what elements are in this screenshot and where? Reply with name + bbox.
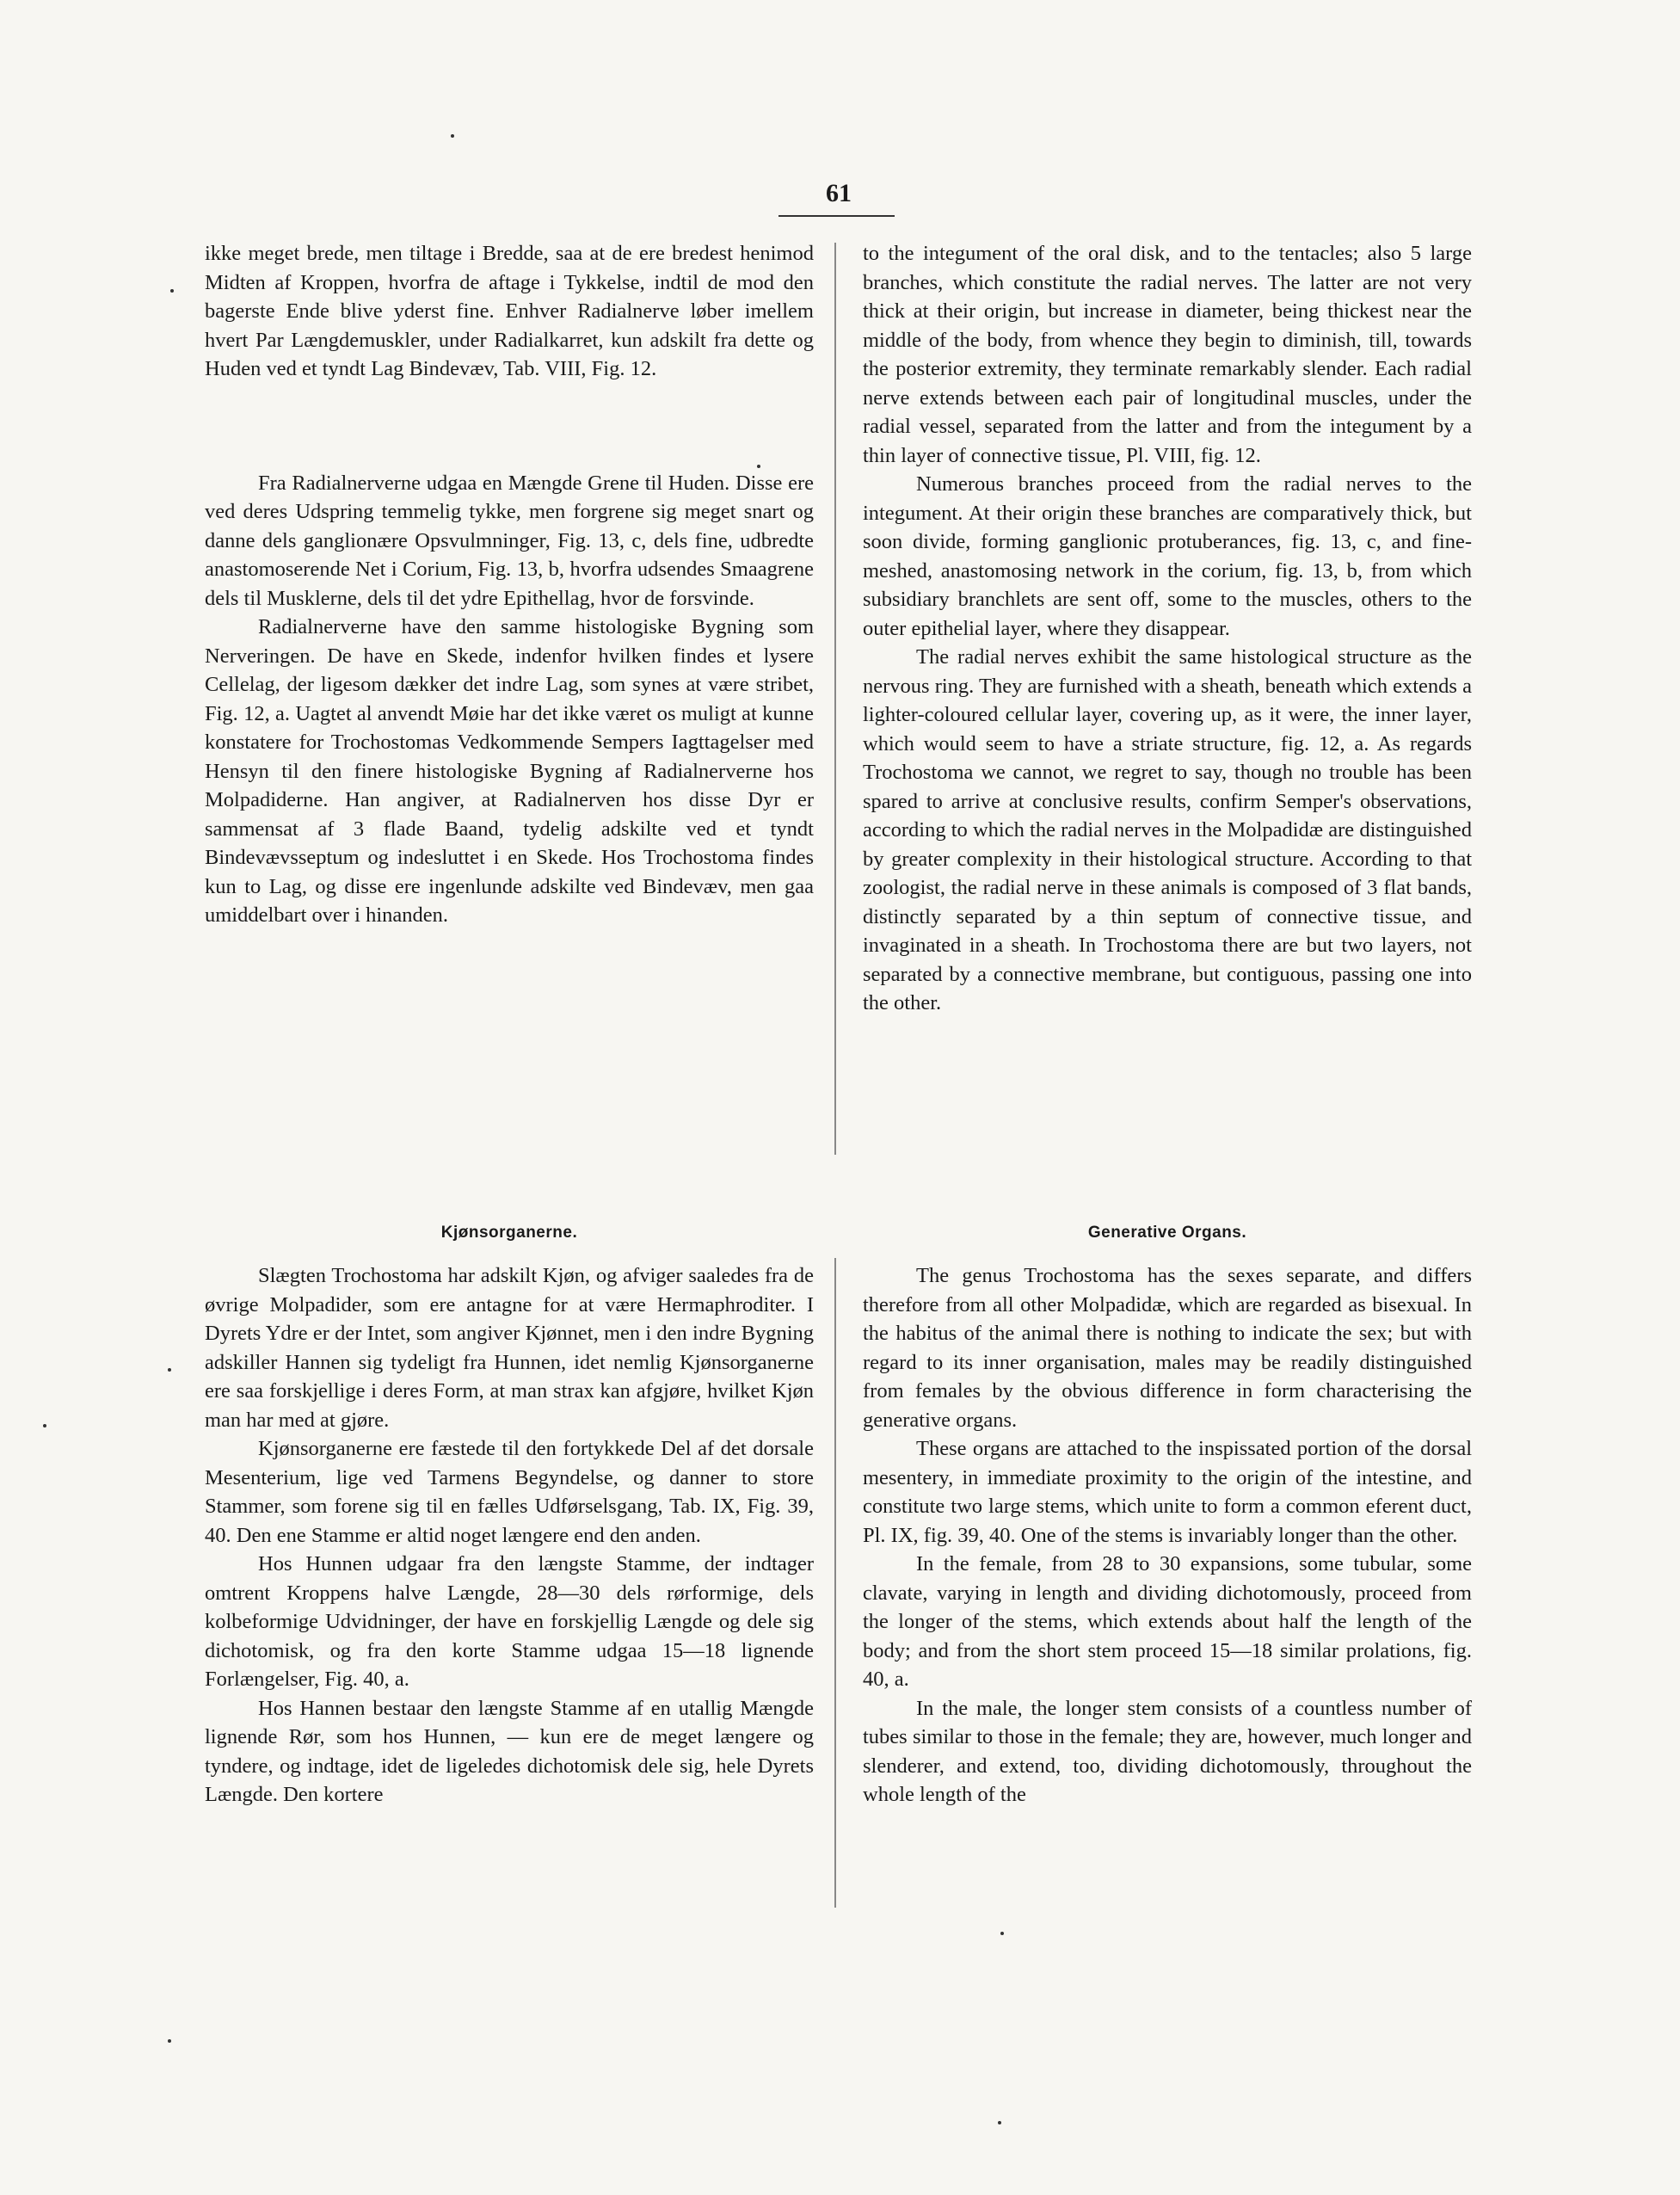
section-heading-right: Generative Organs. bbox=[1087, 1224, 1247, 1242]
paragraph: Radialnerverne have den samme histologiske Bygning som Nerveringen. De have en Skede, indenfor hvilken findes et lysere Cellelag, der ligesom dækker det indre Lag, som synes at være stribet, Fig. 12, a. Uagtet al anvendt Møie har det ikke været os muligt at kunne konstatere for Trochostomas Vedkommende Sempers Iagttagelser med Hensyn til den finere histologiske Bygning af Radialnerverne hos Molpadiderne. Han angiver, at Radialnerven hos disse Dyr er sammensat af 3 flade Baand, tydelig adskilte ved et tyndt Bindevævsseptum og indesluttet i en Skede. Hos Trochostoma findes kun to Lag, og disse ere ingenlunde adskilte ved Bindevæv, men gaa umiddelbart over i hinanden. bbox=[205, 615, 814, 927]
paragraph: Kjønsorganerne ere fæstede til den fortykkede Del af det dorsale Mesenterium, lige ved Tarmens Begyndelse, og danner to store Stammer, som forene sig til en fælles Udførselsgang, Tab. IX, Fig. 39, 40. Den ene Stamme er altid noget længere end den anden. bbox=[205, 1437, 814, 1547]
paragraph: Fra Radialnerverne udgaa en Mængde Grene til Huden. Disse ere ved deres Udspring temmelig tykke, men forgrene sig meget snart og danne dels ganglionære Opsvulmninger, Fig. 13, c, dels fine, udbredte anastomoserende Net i Corium, Fig. 13, b, hvorfra udsendes Smaagrene dels til Musklerne, dels til det ydre Epithellag, hvor de forsvinde. bbox=[205, 471, 814, 610]
section-heading-left: Kjønsorganerne. bbox=[440, 1224, 578, 1242]
scan-speck bbox=[757, 465, 760, 468]
paragraph: Slægten Trochostoma har adskilt Kjøn, og afviger saaledes fra de øvrige Molpadider, som ere antagne for at være Hermaphroditer. I Dyrets Ydre er der Intet, som angiver Kjønnet, men i den indre Bygning adskiller Hannen sig tydeligt fra Hunnen, idet nemlig Kjønsorganerne ere saa forskjellige i deres Form, at man strax kan afgjøre, hvilket Kjøn man har med at gjøre. bbox=[205, 1264, 814, 1432]
scan-speck bbox=[1000, 1932, 1004, 1935]
right-column-top bbox=[863, 239, 1472, 1018]
left-column-bottom bbox=[205, 1261, 814, 1810]
scan-speck bbox=[170, 289, 174, 293]
scan-speck bbox=[451, 134, 454, 138]
paragraph: to the integument of the oral disk, and to the tentacles; also 5 large branches, which constitute the radial nerves. The latter are not very thick at their origin, but increase in diameter, being thickest near the middle of the body, from whence they begin to diminish, till, towards the posterior extremity, they terminate remarkably slender. Each radial nerve extends between each pair of longitudinal muscles, under the radial vessel, separated from the latter and from the integument by a thin layer of connective tissue, Pl. VIII, fig. 12. bbox=[863, 242, 1472, 467]
column-divider-top bbox=[834, 243, 836, 1155]
page-number: 61 bbox=[826, 179, 852, 207]
scan-speck bbox=[998, 2121, 1001, 2124]
paragraph: These organs are attached to the inspissated portion of the dorsal mesentery, in immediate proximity to the origin of the intestine, and constitute two large stems, which unite to form a common eferent duct, Pl. IX, fig. 39, 40. One of the stems is invariably longer than the other. bbox=[863, 1437, 1472, 1547]
column-divider-bottom bbox=[834, 1258, 836, 1908]
left-column-top bbox=[205, 239, 814, 930]
scan-speck bbox=[168, 1368, 171, 1372]
paragraph: In the female, from 28 to 30 expansions, some tubular, some clavate, varying in length and dividing dichotomously, proceed from the longer of the stems, which extends about half the length of the body; and from the short stem proceed 15—18 similar prolations, fig. 40, a. bbox=[863, 1552, 1472, 1691]
paragraph: Numerous branches proceed from the radial nerves to the integument. At their origin these branches are comparatively thick, but soon divide, forming ganglionic protuberances, fig. 13, c, and fine-meshed, anastomosing network in the corium, fig. 13, b, from which subsidiary branchlets are sent off, some to the muscles, others to the outer epithelial layer, where they disappear. bbox=[863, 472, 1472, 640]
paragraph: Hos Hannen bestaar den længste Stamme af en utallig Mængde lignende Rør, som hos Hunnen, — kun ere de meget længere og tyndere, og indtage, idet de ligeledes dichotomisk dele sig, hele Dyrets Længde. Den kortere bbox=[205, 1696, 814, 1806]
scan-speck bbox=[168, 2039, 171, 2043]
header-rule bbox=[778, 215, 895, 217]
right-column-bottom bbox=[863, 1261, 1472, 1810]
paragraph: In the male, the longer stem consists of a countless number of tubes similar to those in the female; they are, however, much longer and slenderer, and extend, too, dividing dichotomously, throughout the whole length of the bbox=[863, 1696, 1472, 1806]
paragraph: ikke meget brede, men tiltage i Bredde, saa at de ere bredest henimod Midten af Kroppen, hvorfra de aftage i Tykkelse, indtil de mod den bagerste Ende blive yderst fine. Enhver Radialnerve løber imellem hvert Par Længdemuskler, under Radialkarret, kun adskilt fra dette og Huden ved et tyndt Lag Bindevæv, Tab. VIII, Fig. 12. bbox=[205, 242, 814, 380]
scan-speck bbox=[43, 1424, 46, 1427]
paragraph: Hos Hunnen udgaar fra den længste Stamme, der indtager omtrent Kroppens halve Længde, 28—30 dels rørformige, dels kolbeformige Udvidninger, der have en forskjellig Længde og dele sig dichotomisk, og fra den korte Stamme udgaa 15—18 lignende Forlængelser, Fig. 40, a. bbox=[205, 1552, 814, 1691]
paragraph: The radial nerves exhibit the same histological structure as the nervous ring. They are furnished with a sheath, beneath which extends a lighter-coloured cellular layer, covering up, as it were, the inner layer, which would seem to have a striate structure, fig. 12, a. As regards Trochostoma we cannot, we regret to say, though no trouble has been spared to arrive at conclusive results, confirm Semper's observations, according to which the radial nerves in the Molpadidæ are distinguished by greater complexity in their histological structure. According to that zoologist, the radial nerve in these animals is composed of 3 flat bands, distinctly separated by a thin septum of connective tissue, and invaginated in a sheath. In Trochostoma there are but two layers, not separated by a connective membrane, but contiguous, passing one into the other. bbox=[863, 645, 1472, 1014]
paragraph: The genus Trochostoma has the sexes separate, and differs therefore from all other Molpadidæ, which are regarded as bisexual. In the habitus of the animal there is nothing to indicate the sex; but with regard to its inner organisation, males may be readily distinguished from females by the obvious difference in form characterising the generative organs. bbox=[863, 1264, 1472, 1432]
